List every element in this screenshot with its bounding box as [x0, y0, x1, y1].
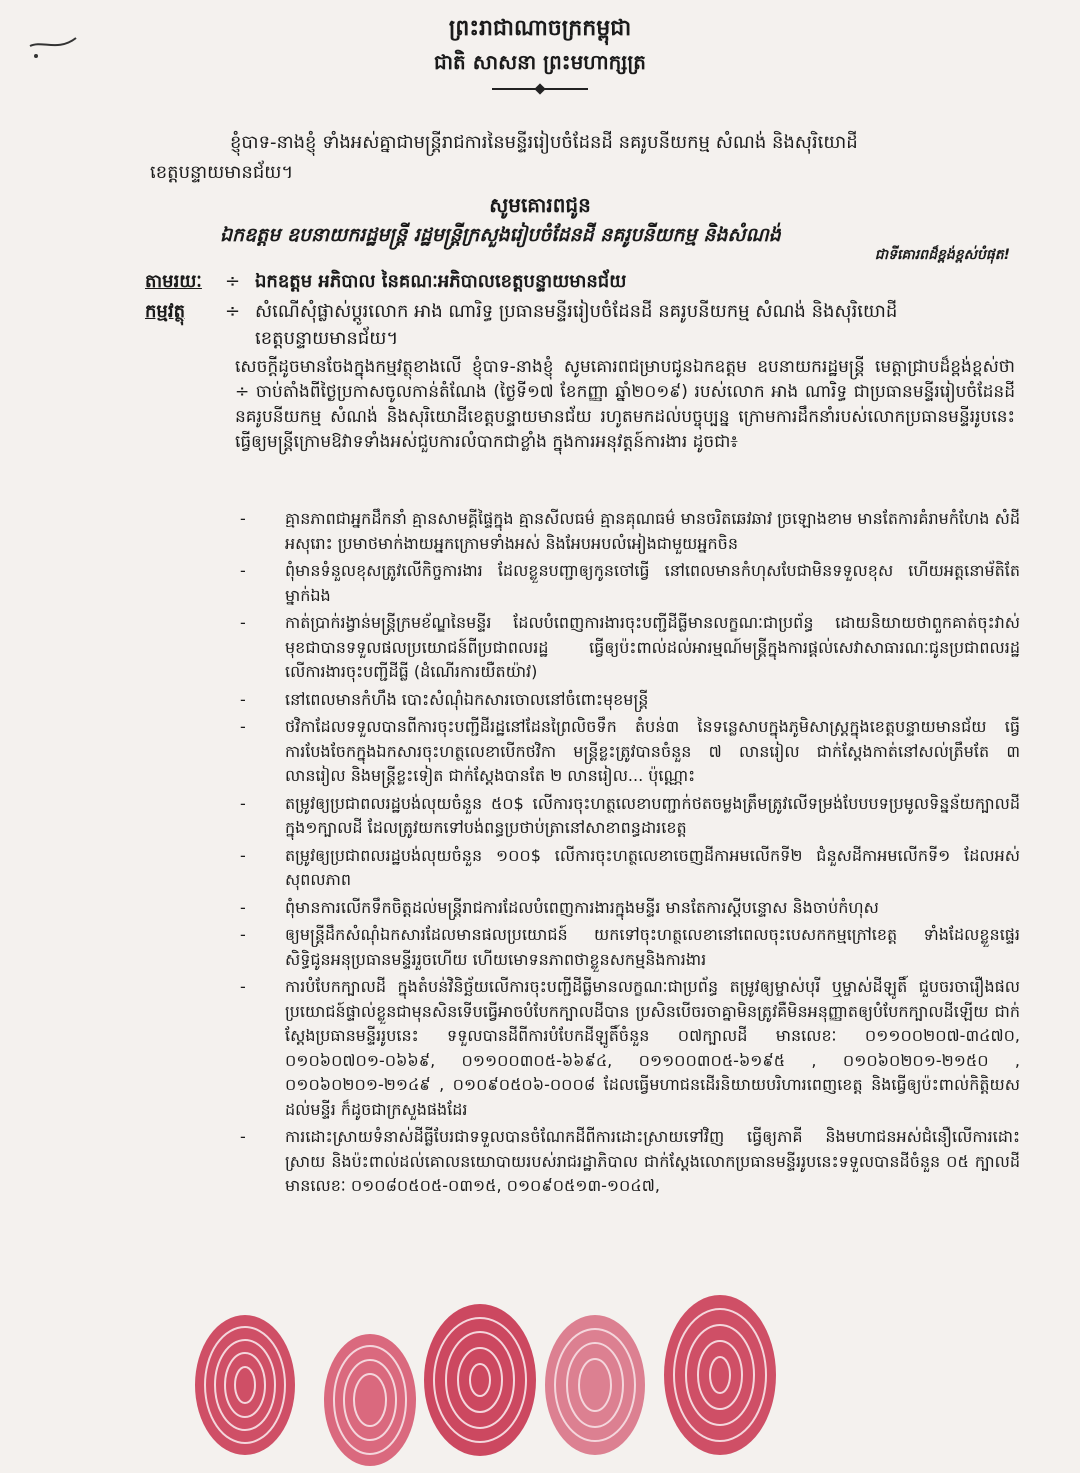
subject-label: កម្មវត្ថុ	[145, 301, 185, 322]
addressee: ឯកឧត្តម ឧបនាយករដ្ឋមន្ត្រី រដ្ឋមន្ត្រីក្រសួងរៀបចំដែនដី នគរូបនីយកម្ម និងសំណង់	[220, 224, 781, 246]
list-item-text: ការបំបែកក្បាលដី ក្នុងតំបន់វិនិច្ឆ័យលើការចុះបញ្ជីដីធ្លីមានលក្ខណៈជាប្រព័ន្ធ តម្រូវឲ្យម្ចាស់បុរី ឬម្ចាស់ដីឡូតិ៍ ជួបចរចារឿងផលប្រយោជន៍ផ្ទាល់ខ្លួនជាមុនសិនទើបធ្វើអាចបំបែកក្បាលដីបាន ប្រសិនបើចរចាគ្នាមិនត្រូវគឺមិនអនុញ្ញាតឲ្យបំបែកក្បាលដីឡើយ ជាក់ស្តែងប្រធានមន្ទីររូបនេះ ទទួលបានដីពីការបំបែកដីឡូតិ៍ចំនួន ០៧ក្បាលដី មានលេខៈ ០១១០០២០៧-៣៤៧០, ០១០៦០៧០១-០៦៦៩, ០១១០០៣០៥-៦៦៩៤, ០១១០០៣០៥-៦១៩៥ , ០១០៦០២០១-២១៥០ , ០១០៦០២០១-២១៤៩ , ០១០៩០៥០៦-០០០៨ ដែលធ្វើមហាជនដើរនិយាយបរិហារពេញខេត្ត និងធ្វើឲ្យប៉ះពាល់កិត្តិយសដល់មន្ទីរ ក៏ដូចជាក្រសួងផងដែរ	[285, 977, 1020, 1119]
list-item: - គ្មានភាពជាអ្នកដឹកនាំ គ្មានសាមគ្គីផ្ទៃក្នុង គ្មានសីលធម៌ គ្មានគុណធម៌ មានចរិតឆេវឆាវ ច្រឡោងខាម មានតែការគំរាមកំហែង សំដីអសុរោះ ប្រមាថមាក់ងាយអ្នកក្រោមទាំងអស់ និងអែបអបលំអៀងជាមួយអ្នកចិន	[240, 509, 1020, 553]
list-item-text: តម្រូវឲ្យប្រជាពលរដ្ឋបង់លុយចំនួន ៥០$ លើការចុះហត្ថលេខាបញ្ជាក់ថតចម្លងត្រឹមត្រូវលើទម្រង់បែបបទប្រមូលទិន្នន័យក្បាលដី ក្នុង១ក្បាលដី ដែលត្រូវយកទៅបង់ពន្ធប្រថាប់ត្រានៅសាខាពន្ធដារខេត្ត	[285, 793, 1020, 837]
via-line	[145, 268, 1005, 295]
via-label: តាមរយៈ	[145, 271, 202, 292]
intro-line-2: ខេត្តបន្ទាយមានជ័យ។	[150, 162, 294, 183]
respect-title: សូមគោរពជូន	[489, 193, 591, 217]
complaint-list	[240, 507, 1020, 1202]
document-header	[0, 12, 1080, 90]
intro-line-1: ខ្ញុំបាទ-នាងខ្ញុំ ទាំងអស់គ្នាជាមន្ត្រីរាជការនៃមន្ទីររៀបចំដែនដី នគរូបនីយកម្ម សំណង់ និងសុរិយោដី	[230, 132, 858, 153]
list-item-text: ពុំមានទំនួលខុសត្រូវលើកិច្ចការងារ ដែលខ្លួនបញ្ជាឲ្យកូនចៅធ្វើ នៅពេលមានកំហុសបែជាមិនទទួលខុស ហើយអត្តនោម័តិតែម្នាក់ឯង	[285, 561, 1020, 605]
via-text: ឯកឧត្តម អភិបាល នៃគណៈអភិបាលខេត្តបន្ទាយមានជ័យ	[255, 271, 627, 292]
intro-paragraph	[150, 128, 980, 188]
list-item: - ឲ្យមន្ត្រីដឹកសំណុំឯកសារដែលមានផលប្រយោជន៍ យកទៅចុះហត្ថលេខានៅពេលចុះបេសកកម្មក្រៅខេត្ត ទាំងដែលខ្លួនផ្ទេរសិទ្ធិជូនអនុប្រធានមន្ទីររួចហើយ ហើយមោទនភាពថាខ្លួនសកម្មនិងការងារ	[240, 925, 1020, 969]
subject-text-2: ខេត្តបន្ទាយមានជ័យ។	[255, 328, 399, 349]
list-item: - ការដោះស្រាយទំនាស់ដីធ្លីបែរជាទទួលបានចំណែកដីពីការដោះស្រាយទៅវិញ ធ្វើឲ្យភាគី និងមហាជនអស់ជំនឿលើការដោះស្រាយ និងប៉ះពាល់ដល់គោលនយោបាយរបស់រាជរដ្ឋាភិបាល ជាក់ស្តែងលោកប្រធានមន្ទីររូបនេះទទួលបានដីចំនួន ០៥ ក្បាលដី មានលេខៈ ០១០៨០៥០៥-០៣១៥, ០១០៩០៥១៣-១០៤៧,	[240, 1127, 1020, 1195]
header-divider	[492, 88, 588, 90]
fingerprint-icon	[190, 1310, 300, 1460]
kingdom-title: ព្រះរាជាណាចក្រកម្ពុជា	[448, 16, 632, 41]
list-item-text: ការដោះស្រាយទំនាស់ដីធ្លីបែរជាទទួលបានចំណែកដីពីការដោះស្រាយទៅវិញ ធ្វើឲ្យភាគី និងមហាជនអស់ជំនឿលើការដោះស្រាយ និងប៉ះពាល់ដល់គោលនយោបាយរបស់រាជរដ្ឋាភិបាល ជាក់ស្តែងលោកប្រធានមន្ទីររូបនេះទទួលបានដីចំនួន ០៥ ក្បាលដី មានលេខៈ ០១០៨០៥០៥-០៣១៥, ០១០៩០៥១៣-១០៤៧,	[285, 1127, 1020, 1195]
body-paragraph	[145, 355, 1015, 455]
list-item: - តម្រូវឲ្យប្រជាពលរដ្ឋបង់លុយចំនួន ១០០$ លើការចុះហត្ថលេខាចេញដីកាអមលើកទី២ ជំនួសដីកាអមលើកទី១ ដែលអស់សុពលភាព	[240, 845, 1020, 889]
list-item: - កាត់ប្រាក់រង្វាន់មន្ត្រីក្រមខ័ណ្ឌនៃមន្ទីរ ដែលបំពេញការងារចុះបញ្ជីដីធ្លីមានលក្ខណៈជាប្រព័ន្ធ ដោយនិយាយថាពួកគាត់ចុះវាស់មុខជាបានទទួលផលប្រយោជន៍ពីប្រជាពលរដ្ឋ ធ្វើឲ្យប៉ះពាល់ដល់អារម្មណ៍មន្ត្រីក្នុងការផ្តល់សេវាសាធារណៈជូនប្រជាពលរដ្ឋលើការងារចុះបញ្ជីដីធ្លី (ដំណើរការយឺតយ៉ាវ)	[240, 613, 1020, 681]
honorific: ជាទីគោរពដ៏ខ្ពង់ខ្ពស់បំផុត!	[874, 247, 1010, 263]
list-item: - ថវិកាដែលទទួលបានពីការចុះបញ្ជីដីរដ្ឋនៅដែនព្រៃលិចទឹក តំបន់៣ នៃទន្លេសាបក្នុងភូមិសាស្ត្រក្នុងខេត្តបន្ទាយមានជ័យ ធ្វើការបែងចែកក្នុងឯកសារចុះហត្ថលេខាបើកថវិកា មន្ត្រីខ្លះត្រូវបានចំនួន ៧ លានរៀល ជាក់ស្តែងកាត់នៅសល់ត្រឹមតែ ៣ លានរៀល និងមន្ត្រីខ្លះទៀត ជាក់ស្តែងបានតែ ២ លានរៀល... ប៉ុណ្ណោះ	[240, 717, 1020, 785]
list-item-text: ឲ្យមន្ត្រីដឹកសំណុំឯកសារដែលមានផលប្រយោជន៍ យកទៅចុះហត្ថលេខានៅពេលចុះបេសកកម្មក្រៅខេត្ត ទាំងដែលខ្លួនផ្ទេរសិទ្ធិជូនអនុប្រធានមន្ទីររួចហើយ ហើយមោទនភាពថាខ្លួនសកម្មនិងការងារ	[285, 925, 1020, 969]
fingerprint-row	[180, 1270, 1000, 1470]
list-item: - ពុំមានការលើកទឹកចិត្តដល់មន្ត្រីរាជការដែលបំពេញការងារក្នុងមន្ទីរ មានតែការស្តីបន្ទោស និងចាប់កំហុស	[240, 897, 879, 917]
fingerprint-icon	[660, 1290, 780, 1460]
list-item: - តម្រូវឲ្យប្រជាពលរដ្ឋបង់លុយចំនួន ៥០$ លើការចុះហត្ថលេខាបញ្ជាក់ថតចម្លងត្រឹមត្រូវលើទម្រង់បែបបទប្រមូលទិន្នន័យក្បាលដី ក្នុង១ក្បាលដី ដែលត្រូវយកទៅបង់ពន្ធប្រថាប់ត្រានៅសាខាពន្ធដារខេត្ត	[240, 793, 1020, 837]
fingerprint-icon	[320, 1330, 420, 1470]
subject-text-1: សំណើសុំផ្លាស់ប្តូរលោក អាង ណារិទ្ធ ប្រធានមន្ទីររៀបចំដែនដី នគរូបនីយកម្ម សំណង់ និងសុរិយោដី	[255, 301, 898, 322]
body-text: សេចក្តីដូចមានចែងក្នុងកម្មវត្ថុខាងលើ ខ្ញុំបាទ-នាងខ្ញុំ សូមគោរពជម្រាបជូនឯកឧត្តម ឧបនាយករដ្ឋមន្ត្រី មេត្តាជ្រាបដ៏ខ្ពង់ខ្ពស់ថា ÷ ចាប់តាំងពីថ្ងៃប្រកាសចូលកាន់តំណែង (ថ្ងៃទី១៧ ខែកញ្ញា ឆ្នាំ២០១៩) របស់លោក អាង ណារិទ្ធ ជាប្រធានមន្ទីររៀបចំដែនដី នគរូបនីយកម្ម សំណង់ និងសុរិយោដីខេត្តបន្ទាយមានជ័យ រហូតមកដល់បច្ចុប្បន្ន ក្រោមការដឹកនាំរបស់លោកប្រធានមន្ទីររូបនេះ ធ្វើឲ្យមន្ត្រីក្រោមឱវាទទាំងអស់ជួបការលំបាកជាខ្លាំង ក្នុងការអនុវត្តន៍ការងារ ដូចជា៖	[235, 357, 1015, 452]
fingerprint-icon	[420, 1300, 540, 1460]
list-item-text: នៅពេលមានកំហឹង បោះសំណុំឯកសារចោលនៅចំពោះមុខមន្ត្រី	[285, 689, 649, 709]
list-item-text: គ្មានភាពជាអ្នកដឹកនាំ គ្មានសាមគ្គីផ្ទៃក្នុង គ្មានសីលធម៌ គ្មានគុណធម៌ មានចរិតឆេវឆាវ ច្រឡោងខាម មានតែការគំរាមកំហែង សំដីអសុរោះ ប្រមាថមាក់ងាយអ្នកក្រោមទាំងអស់ និងអែបអបលំអៀងជាមួយអ្នកចិន	[285, 509, 1020, 553]
list-item-text: ពុំមានការលើកទឹកចិត្តដល់មន្ត្រីរាជការដែលបំពេញការងារក្នុងមន្ទីរ មានតែការស្តីបន្ទោស និងចាប់កំហុស	[285, 897, 879, 917]
list-item-text: ថវិកាដែលទទួលបានពីការចុះបញ្ជីដីរដ្ឋនៅដែនព្រៃលិចទឹក តំបន់៣ នៃទន្លេសាបក្នុងភូមិសាស្ត្រក្នុងខេត្តបន្ទាយមានជ័យ ធ្វើការបែងចែកក្នុងឯកសារចុះហត្ថលេខាបើកថវិកា មន្ត្រីខ្លះត្រូវបានចំនួន ៧ លានរៀល ជាក់ស្តែងកាត់នៅសល់ត្រឹមតែ ៣ លានរៀល និងមន្ត្រីខ្លះទៀត ជាក់ស្តែងបានតែ ២ លានរៀល... ប៉ុណ្ណោះ	[285, 717, 1020, 785]
list-item: - ការបំបែកក្បាលដី ក្នុងតំបន់វិនិច្ឆ័យលើការចុះបញ្ជីដីធ្លីមានលក្ខណៈជាប្រព័ន្ធ តម្រូវឲ្យម្ចាស់បុរី ឬម្ចាស់ដីឡូតិ៍ ជួបចរចារឿងផលប្រយោជន៍ផ្ទាល់ខ្លួនជាមុនសិនទើបធ្វើអាចបំបែកក្បាលដីបាន ប្រសិនបើចរចាគ្នាមិនត្រូវគឺមិនអនុញ្ញាតឲ្យបំបែកក្បាលដីឡើយ ជាក់ស្តែងប្រធានមន្ទីររូបនេះ ទទួលបានដីពីការបំបែកដីឡូតិ៍ចំនួន ០៧ក្បាលដី មានលេខៈ ០១១០០២០៧-៣៤៧០, ០១០៦០៧០១-០៦៦៩, ០១១០០៣០៥-៦៦៩៤, ០១១០០៣០៥-៦១៩៥ , ០១០៦០២០១-២១៥០ , ០១០៦០២០១-២១៤៩ , ០១០៩០៥០៦-០០០៨ ដែលធ្វើមហាជនដើរនិយាយបរិហារពេញខេត្ត និងធ្វើឲ្យប៉ះពាល់កិត្តិយសដល់មន្ទីរ ក៏ដូចជាក្រសួងផងដែរ	[240, 977, 1020, 1119]
national-motto: ជាតិ សាសនា ព្រះមហាក្សត្រ	[434, 50, 646, 74]
list-item-text: តម្រូវឲ្យប្រជាពលរដ្ឋបង់លុយចំនួន ១០០$ លើការចុះហត្ថលេខាចេញដីកាអមលើកទី២ ជំនួសដីកាអមលើកទី១ ដែលអស់សុពលភាព	[285, 845, 1020, 889]
fingerprint-icon	[540, 1310, 650, 1460]
subject-separator: ÷	[225, 301, 241, 322]
subject-line	[145, 298, 1005, 352]
list-item: - ពុំមានទំនួលខុសត្រូវលើកិច្ចការងារ ដែលខ្លួនបញ្ជាឲ្យកូនចៅធ្វើ នៅពេលមានកំហុសបែជាមិនទទួលខុស ហើយអត្តនោម័តិតែម្នាក់ឯង	[240, 561, 1020, 605]
via-separator: ÷	[225, 271, 241, 292]
list-item-text: កាត់ប្រាក់រង្វាន់មន្ត្រីក្រមខ័ណ្ឌនៃមន្ទីរ ដែលបំពេញការងារចុះបញ្ជីដីធ្លីមានលក្ខណៈជាប្រព័ន្ធ ដោយនិយាយថាពួកគាត់ចុះវាស់មុខជាបានទទួលផលប្រយោជន៍ពីប្រជាពលរដ្ឋ ធ្វើឲ្យប៉ះពាល់ដល់អារម្មណ៍មន្ត្រីក្នុងការផ្តល់សេវាសាធារណៈជូនប្រជាពលរដ្ឋលើការងារចុះបញ្ជីដីធ្លី (ដំណើរការយឺតយ៉ាវ)	[285, 613, 1020, 681]
list-item: - នៅពេលមានកំហឹង បោះសំណុំឯកសារចោលនៅចំពោះមុខមន្ត្រី	[240, 689, 649, 709]
